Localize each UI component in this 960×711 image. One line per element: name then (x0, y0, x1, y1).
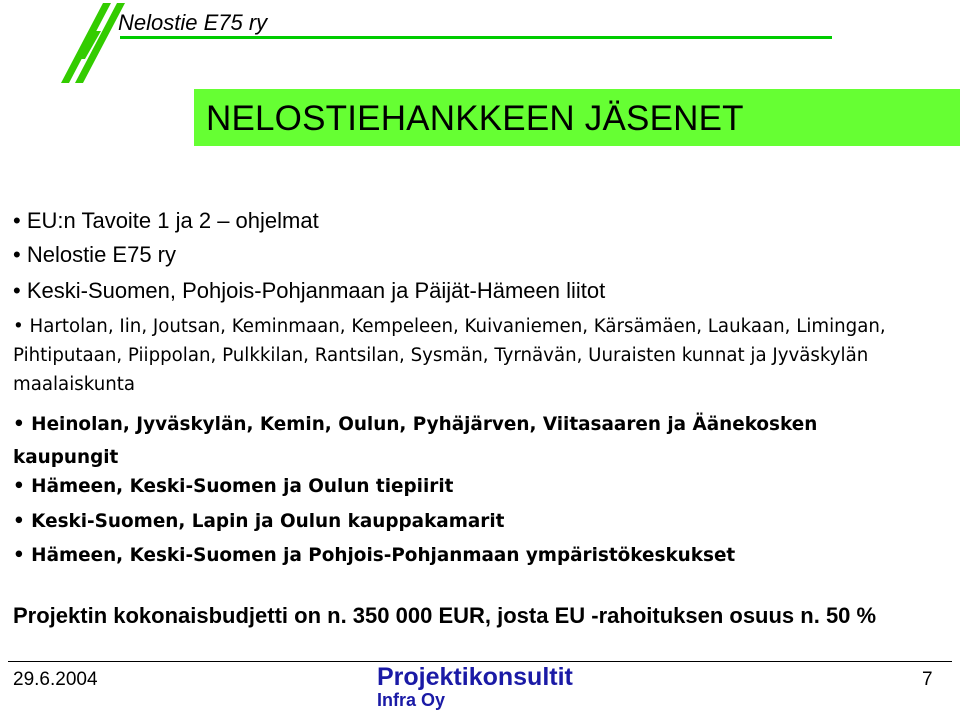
bullet-icon: • (13, 316, 24, 337)
bullet-item: • Nelostie E75 ry (13, 242, 177, 267)
footer-divider (8, 661, 952, 662)
header-divider (120, 36, 832, 39)
bullet-icon: • (13, 545, 25, 566)
bullet-item: • Keski-Suomen, Lapin ja Oulun kauppakamarit (13, 511, 505, 532)
company-name: Projektikonsultit (377, 663, 573, 691)
bullet-item: • Hartolan, Iin, Joutsan, Keminmaan, Kempeleen, Kuivaniemen, Kärsämäen, Laukaan, Limingan, Pihtiputaan, Piippolan, Pulkkilan, Rantsilan, Sysmän, Tyrnävän, Uuraisten kunnat ja Jyväskylän maalaiskunta (13, 316, 886, 395)
bullet-icon: • (13, 414, 25, 435)
bullet-icon: • (13, 208, 21, 233)
bullet-item: • Heinolan, Jyväskylän, Kemin, Oulun, Pyhäjärven, Viitasaaren ja Äänekosken kaupungit (13, 414, 818, 468)
bullet-icon: • (13, 242, 21, 267)
footer-company (377, 664, 573, 710)
page-title: NELOSTIEHANKKEEN JÄSENET (206, 99, 744, 138)
company-suffix: Infra Oy (377, 690, 446, 710)
bullet-item: • Hämeen, Keski-Suomen ja Oulun tiepiirit (13, 476, 454, 497)
bullet-item: • Keski-Suomen, Pohjois-Pohjanmaan ja Päijät-Hämeen liitot (13, 278, 606, 303)
bullet-item: • EU:n Tavoite 1 ja 2 – ohjelmat (13, 208, 319, 233)
bullet-icon: • (13, 476, 25, 497)
bullet-item: • Hämeen, Keski-Suomen ja Pohjois-Pohjanmaan ympäristökeskukset (13, 545, 736, 566)
page-number: 7 (922, 669, 933, 690)
bullet-icon: • (13, 278, 21, 303)
bullet-icon: • (13, 511, 25, 532)
budget-statement: Projektin kokonaisbudjetti on n. 350 000 EUR, josta EU -rahoituksen osuus n. 50 % (13, 603, 877, 628)
footer-date: 29.6.2004 (13, 669, 98, 690)
org-name: Nelostie E75 ry (118, 10, 268, 35)
title-band (194, 89, 960, 146)
